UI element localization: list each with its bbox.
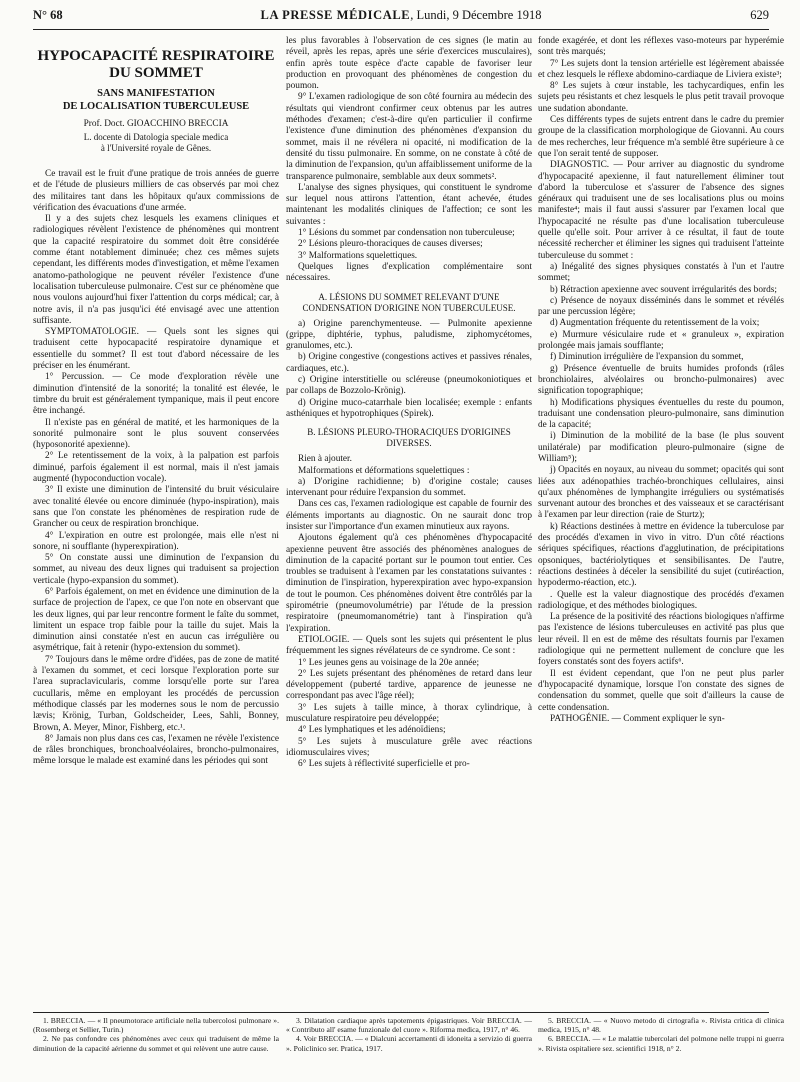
section-heading: B. LÉSIONS PLEURO-THORACIQUES D'ORIGINES DIVERSES. <box>307 427 511 449</box>
paragraph: Quelques lignes d'explication complémentaire sont nécessaires. <box>286 261 532 284</box>
footnote: 1. BRECCIA. — « Il pneumotorace artificiale nella tubercolosi pulmonare ». (Rosemberg et Sellier, Turin.) <box>33 1016 279 1035</box>
list-item: h) Modifications physiques éventuelles du reste du poumon, traduisant une condensation pleuro-pulmonaire, sans diminution de la capacité; <box>538 397 784 431</box>
list-item: a) Inégalité des signes physiques constatés à l'un et l'autre sommet; <box>538 261 784 284</box>
paragraph: 7° Toujours dans le même ordre d'idées, pas de zone de matité à l'examen du sommet, et ceci lorsque l'exploration porte sur l'area supraclavicularis, comme lorsqu'elle porte sur l'area cucullaris, même en employant les procédés de percussion méthodique classés par les modernes sous le nom de percussio lævis; Krönig, Turban, Goldscheider, Lees, Sahli, Bonney, Brown, A. Meyer, Minor, Fishberg, etc.¹. <box>33 654 279 733</box>
list-item: j) Opacités en noyaux, au niveau du sommet; opacités qui sont liées aux adénopathies trachéo-bronchiques cellulaires, ainsi qu'aux phénomènes de lymphangite irréguliers ou systématisés survenant autour des bronches et des vaisseaux et se caractérisant à l'examen par leur direction (raie de Sturtz); <box>538 465 784 521</box>
paragraph: 3° Il existe une diminution de l'intensité du bruit vésiculaire avec tonalité élevée ou encore diminuée (hypo-inspiration), mais sans que l'on constate les phénomènes de respiration rude de Grancher ou ceux de respiration bronchique. <box>33 485 279 530</box>
paragraph: PATHOGÉNIE. — Comment expliquer le syn- <box>550 713 725 724</box>
footnote: 6. BRECCIA. — « Le malattie tubercolari del polmone nelle truppi ni guerra ». Rivista ospitaliere sez. scientifici 1918, n° 2. <box>538 1034 784 1053</box>
article-subtitle <box>33 88 279 113</box>
paragraph: 1° Percussion. — Ce mode d'exploration révèle une diminution d'intensité de la sonorité; la tonalité est élevée, le timbre du bruit est généralement tympanique, mais il peut encore être inchangé. <box>33 372 279 417</box>
list-item: f) Diminution irrégulière de l'expansion du sommet, <box>550 352 744 363</box>
footnote: 5. BRECCIA. — « Nuovo metodo di cirtografia ». Rivista critica di clinica medica, 1915, n° 48. <box>538 1016 784 1035</box>
article-title <box>33 48 279 82</box>
list-item: 1° Les jeunes gens au voisinage de la 20e année; <box>298 657 480 668</box>
paragraph: Malformations et déformations squelettiques : <box>298 465 470 476</box>
paragraph: 4° L'expiration en outre est prolongée, mais elle n'est ni sonore, ni soufflante (hyperexpiration). <box>33 530 279 552</box>
section-heading: A. LÉSIONS DU SOMMET RELEVANT D'UNE CONDENSATION D'ORIGINE NON TUBERCULEUSE. <box>302 291 516 313</box>
list-item: 5° Les sujets à musculature grêle avec réactions idiomusculaires vives; <box>286 736 532 758</box>
footnotes-column-2 <box>286 1016 532 1053</box>
header-rule <box>33 29 769 30</box>
paragraph: fonde exagérée, et dont les réflexes vaso-moteurs par hyperémie sont très marqués; <box>538 36 784 58</box>
list-item: c) Origine interstitielle ou scléreuse (pneumokoniotiques et par collaps de Bozzolo-Krönig). <box>286 375 532 397</box>
list-item: 8° Les sujets à cœur instable, les tachycardiques, enfin les sujets peu résistants et chez lesquels le plus petit travail provoque une sudation abondante. <box>538 81 784 114</box>
list-item: b) Rétraction apexienne avec souvent irrégularités des bords; <box>550 284 777 295</box>
list-item: 4° Les lymphatiques et les adénoïdiens; <box>298 725 446 736</box>
issue-date: , Lundi, 9 Décembre 1918 <box>410 8 542 22</box>
paragraph: SYMPTOMATOLOGIE. — Quels sont les signes qui traduisent cette hypocapacité respiratoire dynamique et essentielle du sommet? Il est tout d'abord nécessaire de les préciser en les énumérant. <box>33 327 279 372</box>
list-item: 3° Les sujets à taille mince, à thorax cylindrique, à musculature respiratoire peu développée; <box>286 702 532 725</box>
column-2 <box>286 36 532 771</box>
paragraph: 6° Parfois également, on met en évidence une diminution de la surface de projection de l'apex, ce que l'on note en observant que les deux lignes, qui par leur rencontre forment le faîte du sommet, limitent un espace trop faible pour la taille du sujet. Mais la diminution ainsi constatée n'est en aucun cas irrégulière ou asymétrique, fait à retenir (hypo-extension du sommet). <box>33 586 279 654</box>
paragraph: 2° Le retentissement de la voix, à la palpation est parfois diminué, parfois également il est normal, mais il n'est jamais augmenté (hypoconduction vocale). <box>33 451 279 485</box>
affiliation-line: L. docente di Datologia speciale medica <box>83 132 229 142</box>
journal-masthead <box>33 8 769 23</box>
list-item: b) Origine congestive (congestions actives et passives rénales, cardiaques, etc.). <box>286 352 532 374</box>
paragraph: Il y a des sujets chez lesquels les examens cliniques et radiologiques révèlent l'existence de phénomènes qui montrent que la capacité respiratoire du sommet doit être considérée comme étant notablement diminuée; chez ces mêmes sujets cependant, les différents modes d'investigation, et même l'examen anatomo-pathologique ne peuvent révéler l'existence d'une localisation tuberculeuse pulmonaire. C'est sur ce phénomène que nous voulons aujourd'hui fixer l'attention du corps médical; car, à notre avis, il n'a pas jusqu'ici été envisagé avec une attention suffisante. <box>33 214 279 326</box>
list-item: 6° Les sujets à réflectivité superficielle et pro- <box>298 759 470 770</box>
column-3 <box>538 36 784 725</box>
paragraph: . Quelle est la valeur diagnostique des procédés d'examen radiologique, et des méthodes biologiques. <box>538 589 784 611</box>
list-item: i) Diminution de la mobilité de la base (le plus souvent unilatérale) par modification pleuro-pulmonaire (signe de William⁵); <box>538 431 784 464</box>
page-number: 629 <box>750 8 769 22</box>
list-item: 7° Les sujets dont la tension artérielle est légèrement abaissée et chez lesquels le réflexe abdomino-cardiaque de Liviera existe³; <box>538 58 784 80</box>
footnotes-column-1 <box>33 1016 279 1053</box>
paragraph: Ajoutons également qu'à ces phénomènes d'hypocapacité apexienne peuvent être associés des phénomènes analogues de diminution de la capacité portant sur le poumon tout entier. Ces troubles se traduisent à l'examen par les constatations suivantes : diminution de l'inspiration, hyperexpiration avec hypo-expansion de tout le poumon. Ces phénomènes doivent être contrôlés par la spirométrie (pneumovolumétrie) par l'étude de la pression respiratoire (pneumomanométrie) tant à l'inspiration qu'à l'expiration. <box>286 533 532 634</box>
paragraph: La présence de la positivité des réactions biologiques n'affirme pas l'existence de lésions tuberculeuses en activité pas plus que leur réveil. Il en est de même des résultats fournis par l'examen radiologique qui ne permettent nullement de conclure que les foyers constatés sont des foyers actifs⁶. <box>538 612 784 668</box>
paragraph: Ce travail est le fruit d'une pratique de trois années de guerre et de l'étude de plusieurs milliers de cas observés par moi chez des militaires tant dans les hôpitaux qu'aux commissions de vérification des évacuations d'une armée. <box>33 169 279 213</box>
list-item: 2° Les sujets présentant des phénomènes de retard dans leur développement (puberté tardive, apparence de jeunesse ne correspondant pas avec l'âge réel); <box>286 668 532 702</box>
article-subtitle-line: DE LOCALISATION TUBERCULEUSE <box>62 100 250 112</box>
list-item: c) Présence de noyaux disséminés dans le sommet et révélés par une percussion légère; <box>538 295 784 318</box>
paragraph: Dans ces cas, l'examen radiologique est capable de fournir des éléments importants au diagnostic. On ne saurait donc trop insister sur l'importance d'un examen minutieux aux rayons. <box>286 499 532 532</box>
list-item: k) Réactions destinées à mettre en évidence la tuberculose par des procédés d'examen in vivo in vitro. D'un côté réactions sériques spécifiques, réactions d'agglutination, de précipitations opsoniques, bactériolytiques et sensibilisantes. De l'autre, réactions destinées à déceler la sensibilité du sujet (cutiréaction, hypodermo-réaction, etc.). <box>538 521 784 589</box>
issue-number: N° 68 <box>33 8 63 22</box>
column-1 <box>33 36 279 768</box>
paragraph: 5° On constate aussi une diminution de l'expansion du sommet, au niveau des deux lignes qui traduisent sa projection verticale (hypo-expansion du sommet). <box>33 553 279 586</box>
paragraph: L'analyse des signes physiques, qui constituent le syndrome sur lequel nous attirons l'attention, étant achevée, études maintenant les modalités cliniques de l'affection; ce sont les suivantes : <box>286 182 532 227</box>
author-line: Prof. Doct. GIOACCHINO BRECCIA <box>83 119 229 129</box>
paragraph: 9° L'examen radiologique de son côté fournira au médecin des résultats qui viendront confirmer ceux obtenus par les autres méthodes d'examen; c'est-à-dire qu'en particulier il confirme l'existence d'une diminution des phénomènes d'expansion du sommet, mais il ne révélera ni opacité, ni modification de la densité du tissu pulmonaire. En somme, on ne constate à côté de la diminution de l'expansion, qu'un affaiblissement uniforme de la transparence pulmonaire, semblable aux deux sommets². <box>286 92 532 182</box>
article-title-line: DU SOMMET <box>109 65 203 81</box>
footnote: 3. Dilatation cardiaque après tapotements épigastriques. Voir BRECCIA. — « Contributo all' esame funzionale del cuore ». Riforma medica, 1917, n° 46. <box>286 1016 532 1035</box>
list-item: e) Murmure vésiculaire rude et « granuleux », expiration prolongée mais jamais soufflante; <box>538 329 784 352</box>
paragraph: 8° Jamais non plus dans ces cas, l'examen ne révèle l'existence de râles bronchiques, bronchoalvéolaires, broncho-pulmonaires, même lorsque le malade est examiné dans les périodes qui sont <box>33 733 279 767</box>
list-item: a) Origine parenchymenteuse. — Pulmonite apexienne (grippe, diphtérie, typhus, paludisme, ziphomycétomes, granulomes, etc.). <box>286 318 532 352</box>
paragraph: a) D'origine rachidienne; b) d'origine costale; causes intervenant pour réduire l'expansion du sommet. <box>286 476 532 499</box>
list-item: d) Augmentation fréquente du retentissement de la voix; <box>550 318 760 329</box>
paragraph: ETIOLOGIE. — Quels sont les sujets qui présentent le plus fréquemment les signes révélateurs de ce syndrome. Ce sont : <box>286 634 532 657</box>
list-item: 2° Lésions pleuro-thoraciques de causes diverses; <box>298 239 483 250</box>
paragraph: Il n'existe pas en général de matité, et les harmoniques de la sonorité pulmonaire sont le plus souvent conservées (hyposonorité apexienne). <box>33 417 279 451</box>
article-subtitle-line: SANS MANIFESTATION <box>97 88 215 99</box>
list-item: 1° Lésions du sommet par condensation non tuberculeuse; <box>298 228 515 239</box>
footnotes-column-3 <box>538 1016 784 1053</box>
author-affiliation <box>33 132 279 153</box>
footnote: 4. Voir BRECCIA. — « Dialcuni accertamenti di idoneita a servizio di guerra ». Policlinico ser. Pratica, 1917. <box>286 1034 532 1053</box>
footnote: 2. Ne pas confondre ces phénomènes avec ceux qui traduisent de même la diminution de la capacité aérienne du sommet et qui relèvent une autre cause. <box>33 1034 279 1053</box>
paragraph: Rien à ajouter. <box>298 454 352 465</box>
footnote-rule <box>33 1012 769 1013</box>
affiliation-line: à l'Université royale de Gênes. <box>100 142 212 153</box>
article-title-line: HYPOCAPACITÉ RESPIRATOIRE <box>37 48 275 64</box>
paragraph: Ces différents types de sujets entrent dans le cadre du premier groupe de la classification morphologique de Giovanni. Au cours de mes recherches, leur fréquence m'a semblé être supérieure à ce que l'on serait tenté de supposer. <box>538 115 784 159</box>
list-item: d) Origine muco-catarrhale bien localisée; exemple : enfants asthéniques et hypotrophiques (Spirek). <box>286 397 532 419</box>
journal-title: LA PRESSE MÉDICALE <box>260 8 411 22</box>
list-item: g) Présence éventuelle de bruits humides profonds (râles bronchiolaires, alvéolaires ou broncho-pulmonaires) avec signification topographique; <box>538 363 784 397</box>
paragraph: DIAGNOSTIC. — Pour arriver au diagnostic du syndrome d'hypocapacité apexienne, il faut naturellement éliminer tout d'abord la tuberculose et s'assurer de l'absence des signes généraux qui traduisent une de ses localisations plus ou moins manifeste⁴; mais il faut aussi s'assurer par l'examen local que l'hypocapacité ne résulte pas d'une localisation tuberculeuse quelle qu'elle soit. Pour arriver à ce résultat, il faut de toute nécessité rechercher et éliminer les signes qui traduisent l'atteinte tuberculeuse du sommet : <box>538 160 784 261</box>
paragraph: les plus favorables à l'observation de ces signes (le matin au réveil, après les repas, après une série d'exercices musculaires), enfin après toute espèce d'acte capable de favoriser leur production en provoquant des phénomènes de congestion du poumon. <box>286 36 532 92</box>
page-header <box>33 8 769 28</box>
list-item: 3° Malformations squelettiques. <box>298 250 418 261</box>
paragraph: Il est évident cependant, que l'on ne peut plus parler d'hypocapacité dynamique, lorsque l'on constate des signes de condensation du sommet, quelle que soit d'ailleurs la cause de cette condensation. <box>538 668 784 713</box>
